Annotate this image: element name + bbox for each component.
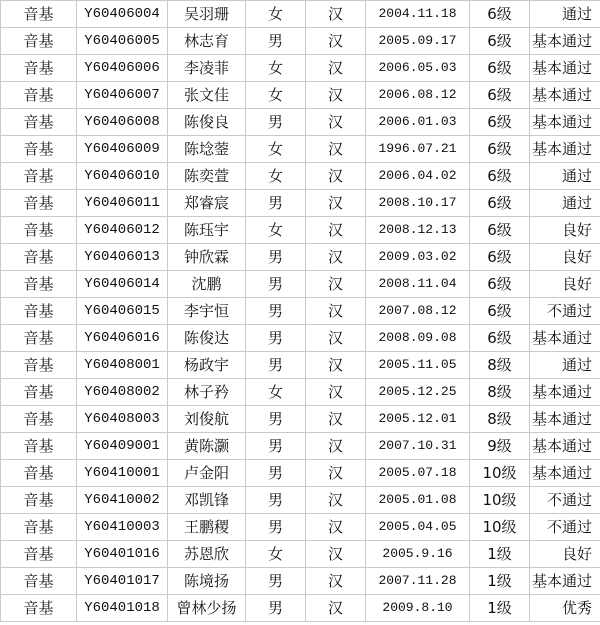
- student-name-cell: 卢金阳: [168, 460, 246, 487]
- gender-cell: 男: [246, 352, 306, 379]
- table-row: [1, 28, 600, 55]
- grade-level-cell: 6级: [470, 190, 530, 217]
- table-row: [1, 109, 600, 136]
- ethnicity-cell: 汉: [306, 541, 366, 568]
- result-cell: 基本通过: [530, 28, 600, 55]
- result-cell: 良好: [530, 244, 600, 271]
- course-cell: 音基: [1, 595, 77, 622]
- student-name-cell: 陈境扬: [168, 568, 246, 595]
- table-row: [1, 244, 600, 271]
- gender-cell: 男: [246, 568, 306, 595]
- student-name-cell: 李宇恒: [168, 298, 246, 325]
- student-name-cell: 张文佳: [168, 82, 246, 109]
- ethnicity-cell: 汉: [306, 28, 366, 55]
- ethnicity-cell: 汉: [306, 487, 366, 514]
- course-cell: 音基: [1, 190, 77, 217]
- gender-cell: 男: [246, 190, 306, 217]
- gender-cell: 女: [246, 136, 306, 163]
- student-id-cell: Y60406015: [77, 298, 168, 325]
- birth-date-cell: 2008.11.04: [366, 271, 470, 298]
- student-id-cell: Y60406009: [77, 136, 168, 163]
- ethnicity-cell: 汉: [306, 190, 366, 217]
- birth-date-cell: 2007.11.28: [366, 568, 470, 595]
- student-id-cell: Y60408003: [77, 406, 168, 433]
- student-name-cell: 林子矜: [168, 379, 246, 406]
- birth-date-cell: 2008.10.17: [366, 190, 470, 217]
- gender-cell: 女: [246, 55, 306, 82]
- grade-level-cell: 6级: [470, 1, 530, 28]
- table-row: [1, 325, 600, 352]
- grade-level-cell: 8级: [470, 379, 530, 406]
- table-row: [1, 433, 600, 460]
- course-cell: 音基: [1, 514, 77, 541]
- table-row: [1, 217, 600, 244]
- birth-date-cell: 2005.12.01: [366, 406, 470, 433]
- ethnicity-cell: 汉: [306, 217, 366, 244]
- birth-date-cell: 2008.09.08: [366, 325, 470, 352]
- student-id-cell: Y60408001: [77, 352, 168, 379]
- ethnicity-cell: 汉: [306, 271, 366, 298]
- course-cell: 音基: [1, 271, 77, 298]
- table-row: [1, 82, 600, 109]
- table-row: [1, 487, 600, 514]
- birth-date-cell: 2005.09.17: [366, 28, 470, 55]
- table-row: [1, 379, 600, 406]
- birth-date-cell: 2005.12.25: [366, 379, 470, 406]
- result-cell: 通过: [530, 190, 600, 217]
- grade-level-cell: 6级: [470, 244, 530, 271]
- birth-date-cell: 2005.04.05: [366, 514, 470, 541]
- grade-level-cell: 6级: [470, 55, 530, 82]
- birth-date-cell: 2007.10.31: [366, 433, 470, 460]
- result-cell: 优秀: [530, 595, 600, 622]
- birth-date-cell: 2009.8.10: [366, 595, 470, 622]
- student-id-cell: Y60406008: [77, 109, 168, 136]
- grade-level-cell: 10级: [470, 514, 530, 541]
- ethnicity-cell: 汉: [306, 379, 366, 406]
- gender-cell: 女: [246, 217, 306, 244]
- gender-cell: 女: [246, 82, 306, 109]
- ethnicity-cell: 汉: [306, 514, 366, 541]
- gender-cell: 男: [246, 406, 306, 433]
- course-cell: 音基: [1, 109, 77, 136]
- grade-level-cell: 1级: [470, 541, 530, 568]
- table-row: [1, 1, 600, 28]
- table-row: [1, 460, 600, 487]
- student-id-cell: Y60401016: [77, 541, 168, 568]
- gender-cell: 女: [246, 1, 306, 28]
- grade-level-cell: 6级: [470, 271, 530, 298]
- result-cell: 不通过: [530, 298, 600, 325]
- result-cell: 基本通过: [530, 460, 600, 487]
- result-cell: 基本通过: [530, 325, 600, 352]
- grade-level-cell: 1级: [470, 568, 530, 595]
- gender-cell: 女: [246, 379, 306, 406]
- birth-date-cell: 2006.01.03: [366, 109, 470, 136]
- student-id-cell: Y60410003: [77, 514, 168, 541]
- result-cell: 基本通过: [530, 55, 600, 82]
- birth-date-cell: 2006.05.03: [366, 55, 470, 82]
- grade-level-cell: 6级: [470, 163, 530, 190]
- grade-level-cell: 10级: [470, 460, 530, 487]
- grade-level-cell: 6级: [470, 82, 530, 109]
- student-id-cell: Y60406013: [77, 244, 168, 271]
- result-cell: 基本通过: [530, 568, 600, 595]
- table-body: [1, 1, 600, 622]
- course-cell: 音基: [1, 82, 77, 109]
- grade-level-cell: 6级: [470, 217, 530, 244]
- student-name-cell: 苏恩欣: [168, 541, 246, 568]
- ethnicity-cell: 汉: [306, 568, 366, 595]
- student-name-cell: 陈奕萱: [168, 163, 246, 190]
- ethnicity-cell: 汉: [306, 460, 366, 487]
- birth-date-cell: 1996.07.21: [366, 136, 470, 163]
- gender-cell: 男: [246, 244, 306, 271]
- result-cell: 通过: [530, 1, 600, 28]
- table-row: [1, 55, 600, 82]
- result-cell: 通过: [530, 163, 600, 190]
- grade-level-cell: 6级: [470, 28, 530, 55]
- student-name-cell: 钟欣霖: [168, 244, 246, 271]
- gender-cell: 男: [246, 298, 306, 325]
- birth-date-cell: 2007.08.12: [366, 298, 470, 325]
- course-cell: 音基: [1, 28, 77, 55]
- gender-cell: 男: [246, 433, 306, 460]
- ethnicity-cell: 汉: [306, 82, 366, 109]
- grade-level-cell: 6级: [470, 136, 530, 163]
- table-row: [1, 271, 600, 298]
- result-cell: 基本通过: [530, 379, 600, 406]
- student-id-cell: Y60406005: [77, 28, 168, 55]
- result-cell: 不通过: [530, 487, 600, 514]
- student-name-cell: 刘俊航: [168, 406, 246, 433]
- result-cell: 通过: [530, 352, 600, 379]
- table-row: [1, 163, 600, 190]
- grade-level-cell: 8级: [470, 406, 530, 433]
- student-name-cell: 陈埝蓥: [168, 136, 246, 163]
- course-cell: 音基: [1, 568, 77, 595]
- table-row: [1, 190, 600, 217]
- ethnicity-cell: 汉: [306, 163, 366, 190]
- course-cell: 音基: [1, 1, 77, 28]
- table-row: [1, 514, 600, 541]
- student-id-cell: Y60406004: [77, 1, 168, 28]
- student-name-cell: 李凌菲: [168, 55, 246, 82]
- gender-cell: 男: [246, 109, 306, 136]
- student-id-cell: Y60406010: [77, 163, 168, 190]
- student-id-cell: Y60406014: [77, 271, 168, 298]
- birth-date-cell: 2005.9.16: [366, 541, 470, 568]
- birth-date-cell: 2008.12.13: [366, 217, 470, 244]
- grade-level-cell: 6级: [470, 109, 530, 136]
- result-cell: 良好: [530, 541, 600, 568]
- gender-cell: 男: [246, 271, 306, 298]
- student-id-cell: Y60406012: [77, 217, 168, 244]
- ethnicity-cell: 汉: [306, 595, 366, 622]
- student-name-cell: 陈珏宇: [168, 217, 246, 244]
- result-cell: 基本通过: [530, 109, 600, 136]
- birth-date-cell: 2005.11.05: [366, 352, 470, 379]
- result-cell: 不通过: [530, 514, 600, 541]
- result-cell: 基本通过: [530, 406, 600, 433]
- result-cell: 基本通过: [530, 136, 600, 163]
- student-name-cell: 杨政宇: [168, 352, 246, 379]
- student-id-cell: Y60406016: [77, 325, 168, 352]
- birth-date-cell: 2005.01.08: [366, 487, 470, 514]
- course-cell: 音基: [1, 298, 77, 325]
- student-name-cell: 郑睿宸: [168, 190, 246, 217]
- student-id-cell: Y60406006: [77, 55, 168, 82]
- result-cell: 基本通过: [530, 433, 600, 460]
- course-cell: 音基: [1, 541, 77, 568]
- gender-cell: 女: [246, 541, 306, 568]
- student-id-cell: Y60401017: [77, 568, 168, 595]
- grade-level-cell: 10级: [470, 487, 530, 514]
- course-cell: 音基: [1, 460, 77, 487]
- ethnicity-cell: 汉: [306, 406, 366, 433]
- ethnicity-cell: 汉: [306, 433, 366, 460]
- student-id-cell: Y60401018: [77, 595, 168, 622]
- student-name-cell: 曾林少扬: [168, 595, 246, 622]
- result-cell: 良好: [530, 217, 600, 244]
- ethnicity-cell: 汉: [306, 352, 366, 379]
- student-name-cell: 陈俊达: [168, 325, 246, 352]
- birth-date-cell: 2006.08.12: [366, 82, 470, 109]
- gender-cell: 女: [246, 163, 306, 190]
- birth-date-cell: 2005.07.18: [366, 460, 470, 487]
- ethnicity-cell: 汉: [306, 109, 366, 136]
- course-cell: 音基: [1, 352, 77, 379]
- table-row: [1, 541, 600, 568]
- course-cell: 音基: [1, 136, 77, 163]
- student-name-cell: 陈俊良: [168, 109, 246, 136]
- ethnicity-cell: 汉: [306, 1, 366, 28]
- table-row: [1, 352, 600, 379]
- gender-cell: 男: [246, 487, 306, 514]
- table-row: [1, 595, 600, 622]
- student-name-cell: 沈鹏: [168, 271, 246, 298]
- table-row: [1, 406, 600, 433]
- birth-date-cell: 2006.04.02: [366, 163, 470, 190]
- course-cell: 音基: [1, 163, 77, 190]
- course-cell: 音基: [1, 379, 77, 406]
- result-cell: 良好: [530, 271, 600, 298]
- student-name-cell: 黄陈灏: [168, 433, 246, 460]
- student-name-cell: 林志育: [168, 28, 246, 55]
- student-name-cell: 吴羽珊: [168, 1, 246, 28]
- gender-cell: 男: [246, 460, 306, 487]
- result-cell: 基本通过: [530, 82, 600, 109]
- student-id-cell: Y60409001: [77, 433, 168, 460]
- grade-level-cell: 9级: [470, 433, 530, 460]
- student-id-cell: Y60408002: [77, 379, 168, 406]
- grade-level-cell: 6级: [470, 325, 530, 352]
- student-id-cell: Y60406007: [77, 82, 168, 109]
- birth-date-cell: 2004.11.18: [366, 1, 470, 28]
- table-row: [1, 298, 600, 325]
- table-row: [1, 568, 600, 595]
- gender-cell: 男: [246, 595, 306, 622]
- gender-cell: 男: [246, 325, 306, 352]
- student-id-cell: Y60410002: [77, 487, 168, 514]
- course-cell: 音基: [1, 55, 77, 82]
- course-cell: 音基: [1, 487, 77, 514]
- ethnicity-cell: 汉: [306, 136, 366, 163]
- course-cell: 音基: [1, 325, 77, 352]
- gender-cell: 男: [246, 514, 306, 541]
- table-row: [1, 136, 600, 163]
- grade-level-cell: 1级: [470, 595, 530, 622]
- course-cell: 音基: [1, 433, 77, 460]
- student-id-cell: Y60406011: [77, 190, 168, 217]
- ethnicity-cell: 汉: [306, 298, 366, 325]
- student-name-cell: 王鹏稷: [168, 514, 246, 541]
- student-name-cell: 邓凯锋: [168, 487, 246, 514]
- course-cell: 音基: [1, 244, 77, 271]
- ethnicity-cell: 汉: [306, 325, 366, 352]
- course-cell: 音基: [1, 217, 77, 244]
- grade-level-cell: 8级: [470, 352, 530, 379]
- birth-date-cell: 2009.03.02: [366, 244, 470, 271]
- ethnicity-cell: 汉: [306, 55, 366, 82]
- grade-level-cell: 6级: [470, 298, 530, 325]
- course-cell: 音基: [1, 406, 77, 433]
- gender-cell: 男: [246, 28, 306, 55]
- student-id-cell: Y60410001: [77, 460, 168, 487]
- ethnicity-cell: 汉: [306, 244, 366, 271]
